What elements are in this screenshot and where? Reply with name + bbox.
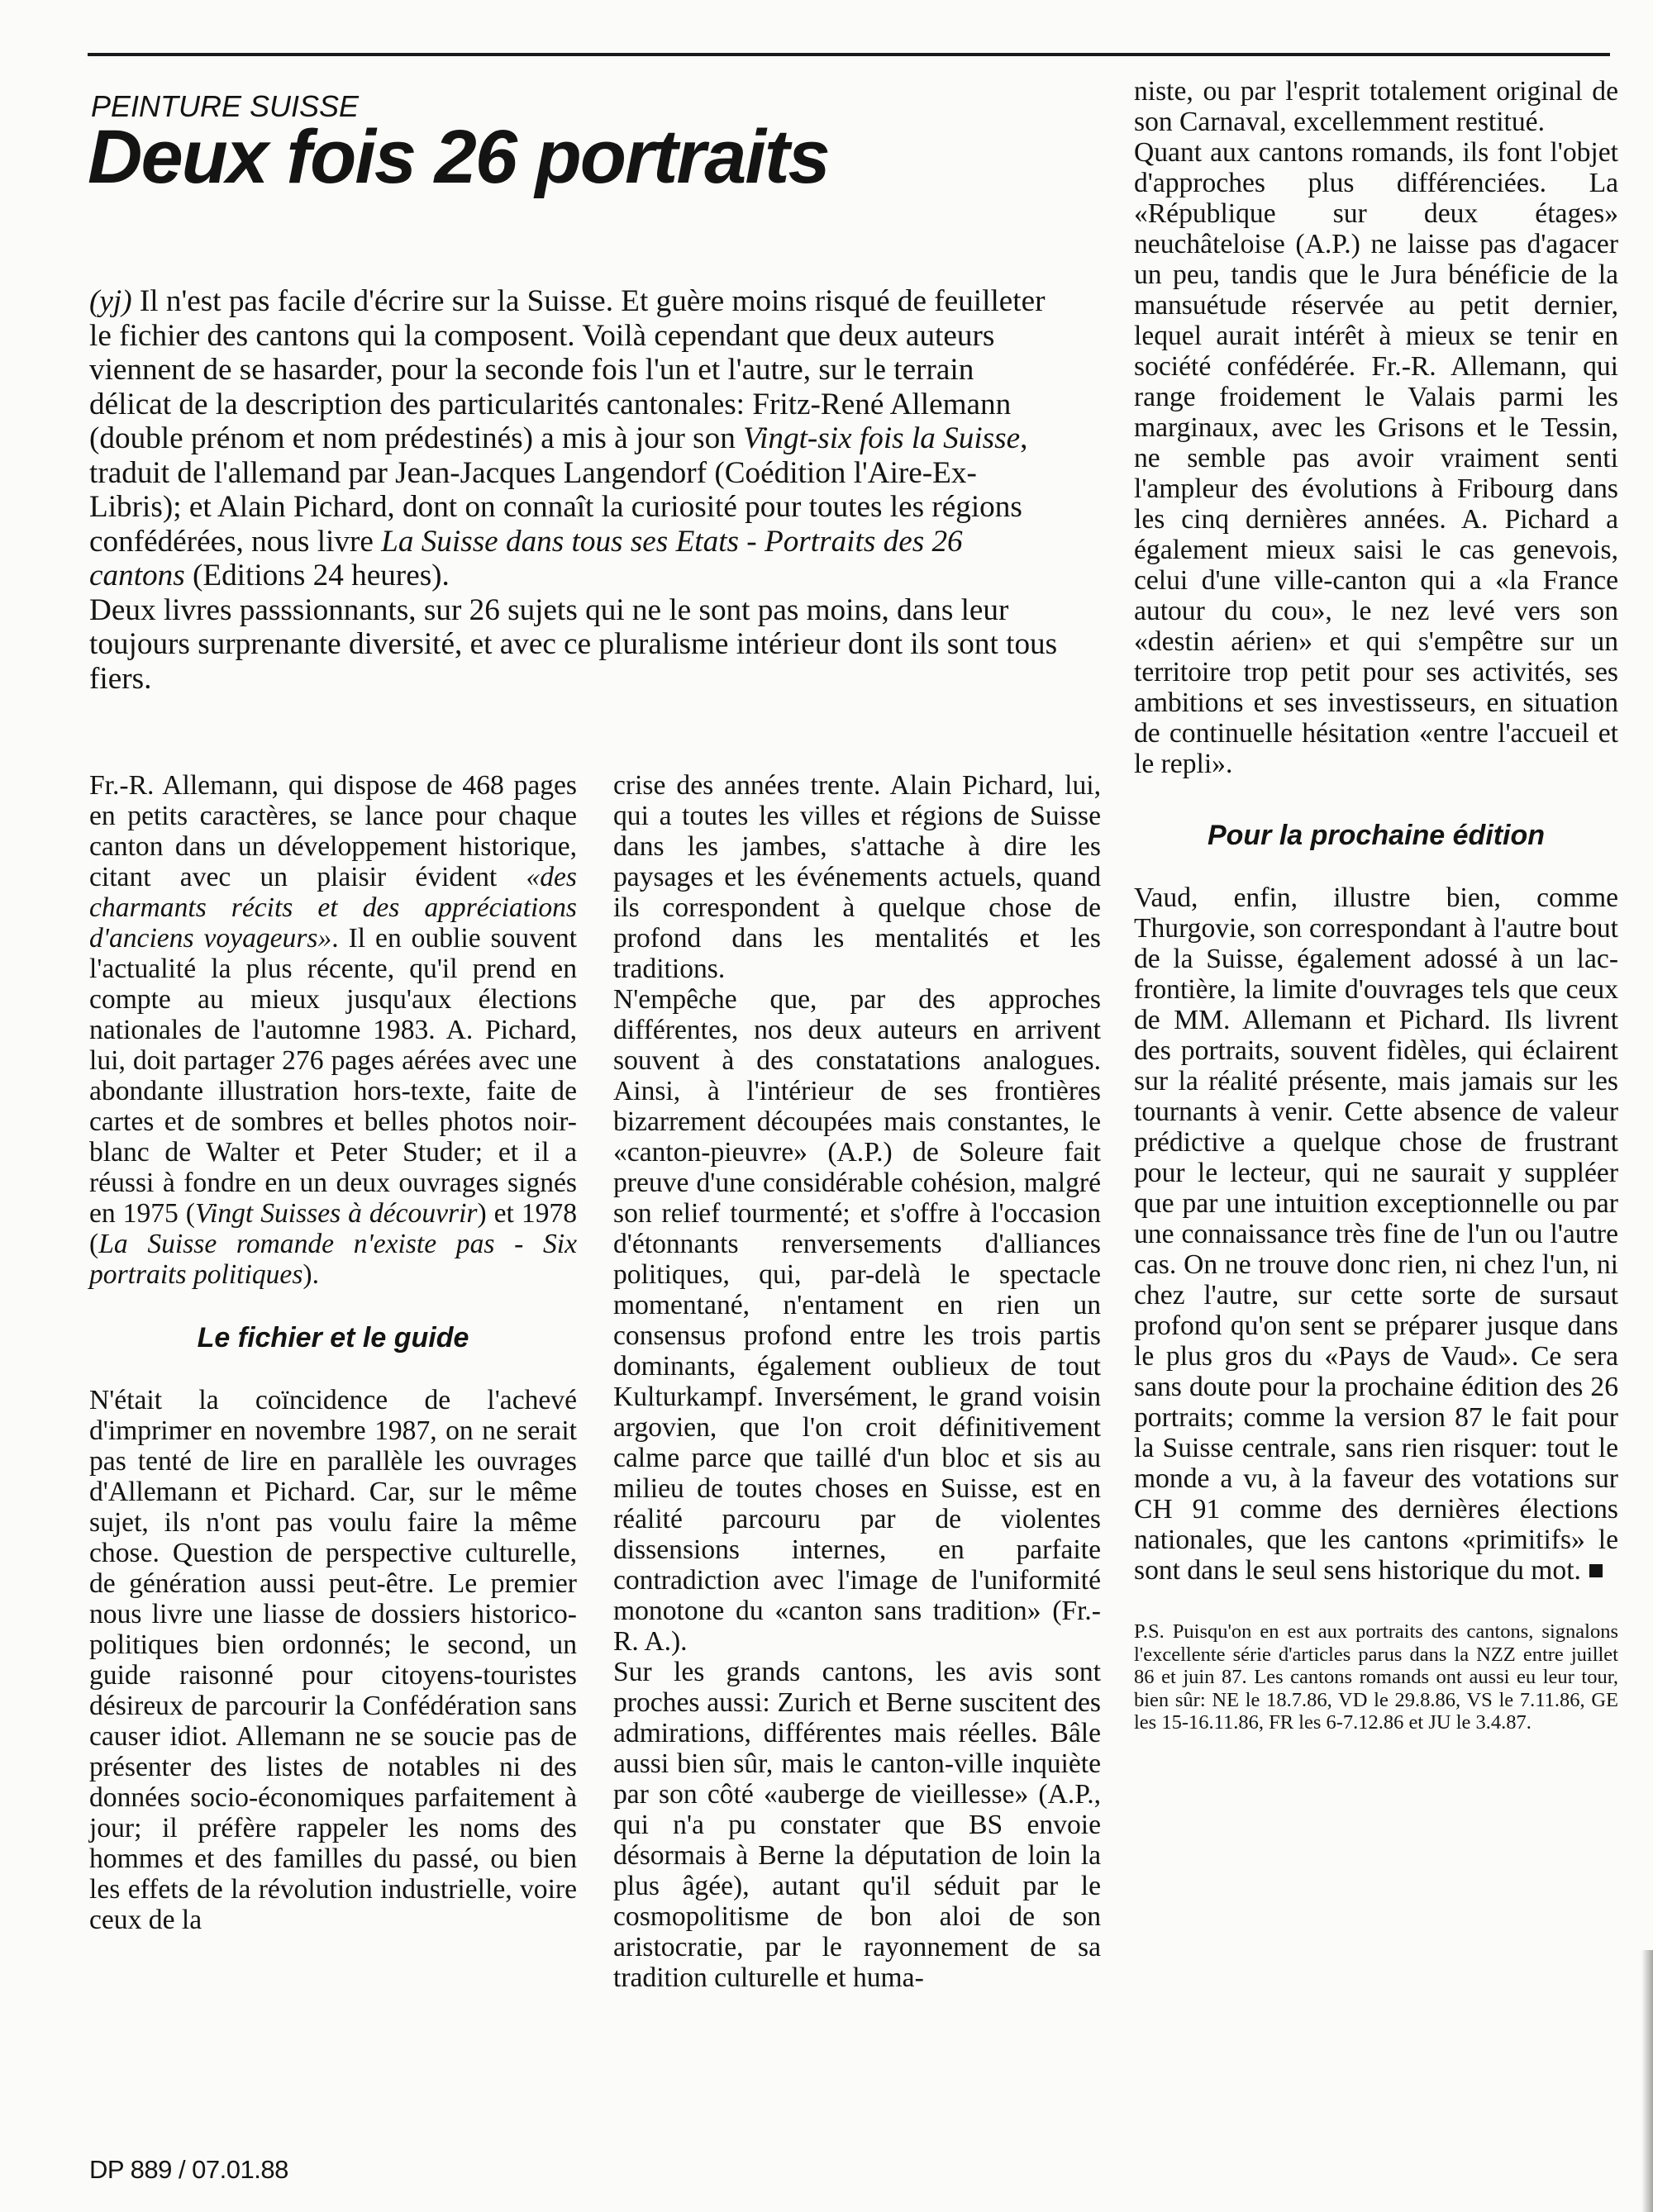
subheading-fichier-guide: Le fichier et le guide — [197, 1322, 469, 1353]
page-edge-shadow — [1641, 1950, 1653, 2212]
article-lead — [89, 284, 1061, 696]
book-title: Vingt Suisses à découvrir — [194, 1198, 478, 1229]
column-left — [89, 770, 577, 1935]
lead-paragraph-2: Deux livres passsionnants, sur 26 sujets qui ne le sont pas moins, dans leur toujours surprenante diversité, et avec ce pluralisme intérieur dont ils sont tous fiers. — [89, 592, 1058, 696]
end-of-article-mark — [1589, 1564, 1603, 1577]
article-headline: Deux fois 26 portraits — [88, 115, 829, 199]
column-middle — [613, 770, 1101, 1993]
author-initials: (yj) — [89, 284, 132, 318]
book-title-allemann: Vingt-six fois la Suisse — [743, 421, 1021, 455]
body-paragraph: N'était la coïncidence de l'achevé d'imprimer en novembre 1987, on ne serait pas tenté de lire en parallèle les ouvrages d'Allemann et Pichard. Car, sur le même sujet, ils n'ont pas voulu faire la même chose. Question de perspective culturelle, de génération aussi peut-être. Le premier nous livre une liasse de dossiers historico-politiques bien ordonnés; le second, un guide raisonné pour citoyens-touristes désireux de parcourir la Confédération sans causer idiot. Allemann ne se soucie pas de présenter des listes de notables ni des données socio-économiques parfaitement à jour; il préfère rappeler les noms des hommes et des familles du passé, ou bien les effets de la révolution industrielle, voire ceux de la — [89, 1385, 577, 1935]
body-paragraph: niste, ou par l'esprit totalement original de son Carnaval, excellemment restitué. — [1134, 76, 1618, 137]
body-paragraph: Vaud, enfin, illustre bien, comme Thurgovie, son correspondant à l'autre bout de la Suisse, également adossé à un lac-frontière, la limite d'ouvrages tels que ceux de MM. Allemann et Pichard. Ils livrent des portraits, souvent fidèles, qui éclairent sur la réalité présente, mais jamais sur les tournants à venir. Cette absence de valeur prédictive a quelque chose de frustrant pour le lecteur, qui ne saurait y suppléer que par une intuition exceptionnelle ou par une connaissance très fine de l'un ou l'autre cas. On ne trouve donc rien, ni chez l'un, ni chez l'autre, sur cette sorte de sursaut profond qu'on sent se préparer jusque dans le plus gros du «Pays de Vaud». Ce sera sans doute pour la prochaine édition des 26 portraits; comme la version 87 le fait pour la Suisse centrale, sans rien risquer: tout le monde a vu, à la faveur des votations sur CH 91 comme des dernières élections nationales, que les cantons «primitifs» le sont dans le seul sens historique du mot. — [1134, 882, 1618, 1586]
column-right — [1134, 76, 1618, 1734]
book-title-pichard: La Suisse dans tous ses Etats - Portraits des 26 cantons — [89, 524, 963, 592]
body-paragraph: crise des années trente. Alain Pichard, lui, qui a toutes les villes et régions de Suisse dans les jambes, s'attache à dire les paysages et les événements actuels, quand ils correspondent à quelque chose de profond dans les mentalités et les traditions. — [613, 770, 1101, 984]
body-paragraph: N'empêche que, par des approches différentes, nos deux auteurs en arrivent souvent à des constatations analogues. Ainsi, à l'intérieur de ses frontières bizarrement découpées mais constantes, le «canton-pieuvre» (A.P.) de Soleure fait preuve d'une considérable cohésion, malgré son relief tourmenté; et s'offre à l'occasion d'étonnants renversements d'alliances politiques, qui, par-delà le spectacle momentané, n'entament en rien un consensus profond entre les trois partis dominants, également oublieux de tout Kulturkampf. Inversément, le grand voisin argovien, que l'on croit définitivement calme parce que taillé d'un bloc et sis au milieu de toutes choses en Suisse, est en réalité parcouru par de violentes dissensions internes, en parfaite contradiction avec l'image de l'uniformité monotone du «canton sans tradition» (Fr.-R. A.). — [613, 984, 1101, 1657]
issue-footer: DP 889 / 07.01.88 — [89, 2155, 288, 2184]
postscript-note: P.S. Puisqu'on en est aux portraits des cantons, signalons l'excellente série d'articles parus dans la NZZ entre juillet 86 et juin 87. Les cantons romands ont aussi eu leur tour, bien sûr: NE le 18.7.86, VD le 29.8.86, VS le 7.11.86, GE les 15-16.11.86, FR les 6-7.12.86 et JU le 3.4.87. — [1134, 1620, 1618, 1734]
subheading-prochaine-edition: Pour la prochaine édition — [1207, 820, 1546, 851]
body-paragraph: Fr.-R. Allemann, qui dispose de 468 pages en petits caractères, se lance pour chaque canton dans un développement historique, citant avec un plaisir évident «des charmants récits et des appréciations d'anciens voyageurs». Il en oublie souvent l'actualité la plus récente, qu'il prend en compte au mieux jusqu'aux élections nationales de l'automne 1983. A. Pichard, lui, doit partager 276 pages aérées avec une abondante illustration hors-texte, faite de cartes et de sombres et belles photos noir-blanc de Walter et Peter Studer; et il a réussi à fondre en un deux ouvrages signés en 1975 (Vingt Suisses à découvrir) et 1978 (La Suisse romande n'existe pas - Six portraits politiques). — [89, 770, 578, 1290]
book-title: La Suisse romande n'existe pas - Six portraits politiques — [89, 1229, 577, 1290]
lead-paragraph-1: (yj) Il n'est pas facile d'écrire sur la Suisse. Et guère moins risqué de feuilleter le fichier des cantons qui la composent. Voilà cependant que deux auteurs viennent de se hasarder, pour la seconde fois l'un et l'autre, sur le terrain délicat de la description des particularités cantonales: Fritz-René Allemann (double prénom et nom prédestinés) a mis à jour son Vingt-six fois la Suisse, traduit de l'allemand par Jean-Jacques Langendorf (Coédition l'Aire-Ex-Libris); et Alain Pichard, dont on connaît la curiosité pour toutes les régions confédérées, nous livre La Suisse dans tous ses Etats - Portraits des 26 cantons (Editions 24 heures). — [89, 284, 1046, 592]
quoted-phrase: «des charmants récits et des appréciations d'anciens voyageurs» — [89, 862, 577, 954]
top-rule — [88, 53, 1610, 56]
body-paragraph: Quant aux cantons romands, ils font l'objet d'approches plus différenciées. La «République sur deux étages» neuchâteloise (A.P.) ne laisse pas d'agacer un peu, tandis que le Jura bénéficie de la mansuétude réservée au petit dernier, lequel aurait intérêt à mieux se tenir en société confédérée. Fr.-R. Allemann, qui range froidement le Valais parmi les marginaux, avec les Grisons et le Tessin, ne semble pas avoir vraiment senti l'ampleur des évolutions à Fribourg dans les cinq dernières années. A. Pichard a également mieux saisi le cas genevois, celui d'une ville-canton qui a «la France autour du cou», le nez levé vers son «destin aérien» et qui s'empêtre sur un territoire trop petit pour ses activités, ses ambitions et ses investisseurs, en situation de continuelle hésitation «entre l'accueil et le repli». — [1134, 137, 1618, 779]
section-kicker: PEINTURE SUISSE — [91, 89, 360, 123]
body-paragraph: Sur les grands cantons, les avis sont proches aussi: Zurich et Berne suscitent des admirations, différentes mais réelles. Bâle aussi bien sûr, mais le canton-ville inquiète par son côté «auberge de vieillesse» (A.P., qui n'a pu constater que BS envoie désormais à Berne la députation de loin la plus âgée), autant qu'il séduit par le cosmopolitisme de bon aloi de son aristocratie, par le rayonnement de sa tradition culturelle et huma- — [613, 1657, 1101, 1993]
